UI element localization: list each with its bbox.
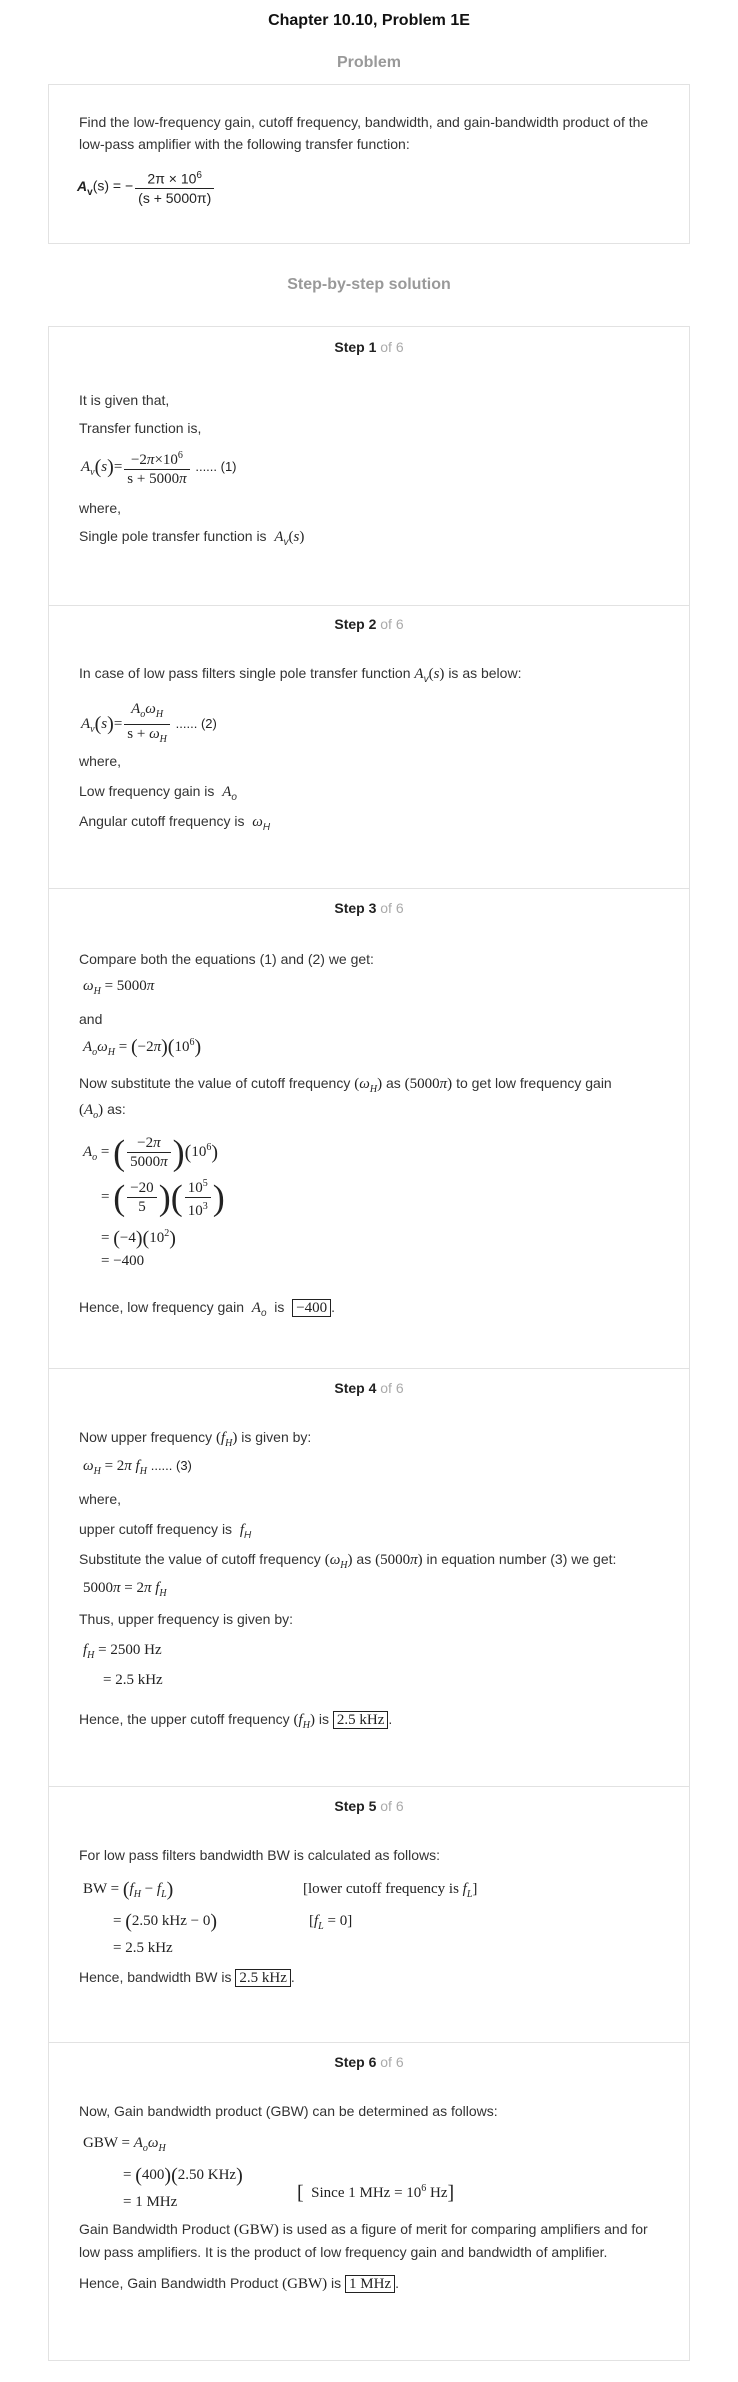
step-1-line: Single pole transfer function is $A_v(s)$	[79, 528, 305, 548]
step-2-intro: In case of low pass filters single pole transfer function $A_v(s)$ is as below:	[79, 665, 522, 685]
step-2-line: where,	[79, 753, 122, 769]
step-4-where: where,	[79, 1491, 122, 1507]
step-1-title: Step 1 of 6	[334, 339, 404, 355]
step-5-hence: Hence, bandwidth BW is 2.5 kHz .	[79, 1969, 295, 1986]
problem-heading: Problem	[336, 54, 401, 71]
step-2-title: Step 2 of 6	[334, 616, 404, 632]
step-3-eq-product: $A_o\omega_H = (-2\pi)(10^6)$	[83, 1036, 202, 1058]
step-1-box	[48, 326, 690, 606]
step-3-hence: Hence, low frequency gain $A_o$ is −400 .	[79, 1299, 336, 1319]
step-1-equation: $A_v(s)=$ $\frac{-2\pi\times 10^6}{s + 5000\pi}$ ...... (1)	[81, 447, 237, 488]
step-3-eq-omega: $\omega_H = 5000\pi$	[83, 978, 155, 997]
step-4-equation: $\omega_H = 2\pi$ $f_H$ ...... (3)	[83, 1458, 192, 1477]
step-3-substitute-2: $(A_o)$ as:	[79, 1101, 126, 1121]
step-6-derivation: GBW = $A_o\omega_H$ = (400)(2.50 KHz) = 1 MHz	[83, 2135, 243, 2210]
step-5-notes: [lower cutoff frequency is $f_L$] $[f_L = 0]$	[303, 1881, 478, 1932]
step-5-answer: 2.5 kHz	[235, 1969, 291, 1987]
step-4-substitute: Substitute the value of cutoff frequency $(\omega_H)$ as (5000π) in equation number (3) we get:	[79, 1551, 617, 1571]
step-4-answer: 2.5 kHz	[333, 1711, 389, 1729]
step-6-note: [ Since 1 MHz = $10^6$ Hz]	[297, 2182, 455, 2204]
step-4-title: Step 4 of 6	[334, 1380, 404, 1396]
step-1-line: It is given that,	[79, 392, 170, 408]
step-6-hence: Hence, Gain Bandwidth Product (GBW) is 1 MHz .	[79, 2275, 399, 2292]
step-3-derivation: $A_o$ = ( $\frac{-2\pi}{5000\pi}$ )$(10^6)$ = ( $\frac{-20}{5}$ )( $\frac{10^5}{10^3}$ ) = $(-4)(10^2)$ = −400	[83, 1132, 225, 1269]
step-4-hence: Hence, the upper cutoff frequency $(f_H)$ is 2.5 kHz .	[79, 1711, 393, 1731]
step-6-paragraph: Gain Bandwidth Product (GBW) is used as a figure of merit for comparing amplifiers and for low pass amplifiers. It is the product of low frequency gain and bandwidth of amplifier.	[79, 2221, 648, 2260]
step-3-box	[48, 888, 690, 1369]
step-4-line1: Now upper frequency $(f_H)$ is given by:	[79, 1429, 312, 1449]
step-1-line: Transfer function is,	[79, 420, 202, 436]
step-3-title: Step 3 of 6	[334, 900, 404, 916]
solution-heading: Step-by-step solution	[287, 276, 451, 293]
step-1-line: where,	[79, 500, 122, 516]
step-6-answer: 1 MHz	[345, 2275, 395, 2293]
step-4-box	[48, 1368, 690, 1787]
step-3-substitute: Now substitute the value of cutoff frequency $(\omega_H)$ as (5000π) to get low frequency gain	[79, 1075, 612, 1095]
page-title: Chapter 10.10, Problem 1E	[268, 12, 470, 29]
step-3-answer: −400	[292, 1299, 331, 1317]
problem-equation: $A_v(s)$ = − $\frac{2\pi \times 10^6}{(s + 5000\pi)}$	[77, 167, 216, 207]
step-3-and: and	[79, 1011, 103, 1027]
problem-text: Find the low-frequency gain, cutoff frequency, bandwidth, and gain-bandwidth product of the low-pass amplifier with the following transfer function:	[79, 114, 649, 152]
step-3-compare: Compare both the equations (1) and (2) we get:	[79, 951, 374, 967]
step-4-eq-sub: 5000π = 2π $f_H$	[83, 1580, 167, 1599]
step-4-upper: upper cutoff frequency is $f_H$	[79, 1521, 252, 1541]
step-6-intro: Now, Gain bandwidth product (GBW) can be determined as follows:	[79, 2103, 498, 2119]
step-5-derivation: BW = $(f_H - f_L)$ = (2.50 kHz − 0) = 2.5 kHz	[83, 1878, 218, 1956]
step-5-box	[48, 1786, 690, 2043]
step-5-intro: For low pass filters bandwidth BW is calculated as follows:	[79, 1847, 441, 1863]
step-2-box	[48, 604, 690, 889]
problem-box	[48, 84, 690, 244]
step-2-line: Low frequency gain is $A_o$	[79, 783, 237, 803]
step-5-title: Step 5 of 6	[334, 1798, 404, 1814]
step-4-thus: Thus, upper frequency is given by:	[79, 1611, 294, 1627]
step-2-line: Angular cutoff frequency is $\omega_H$	[79, 813, 271, 833]
step-4-result: $f_H = 2500$ Hz = 2.5 kHz	[83, 1642, 163, 1688]
step-6-title: Step 6 of 6	[334, 2054, 404, 2070]
step-2-equation: $A_v(s)=$ $\frac{A_o\omega_H}{s + \omega_H}$ ...... (2)	[81, 701, 217, 745]
step-6-box	[48, 2042, 690, 2361]
